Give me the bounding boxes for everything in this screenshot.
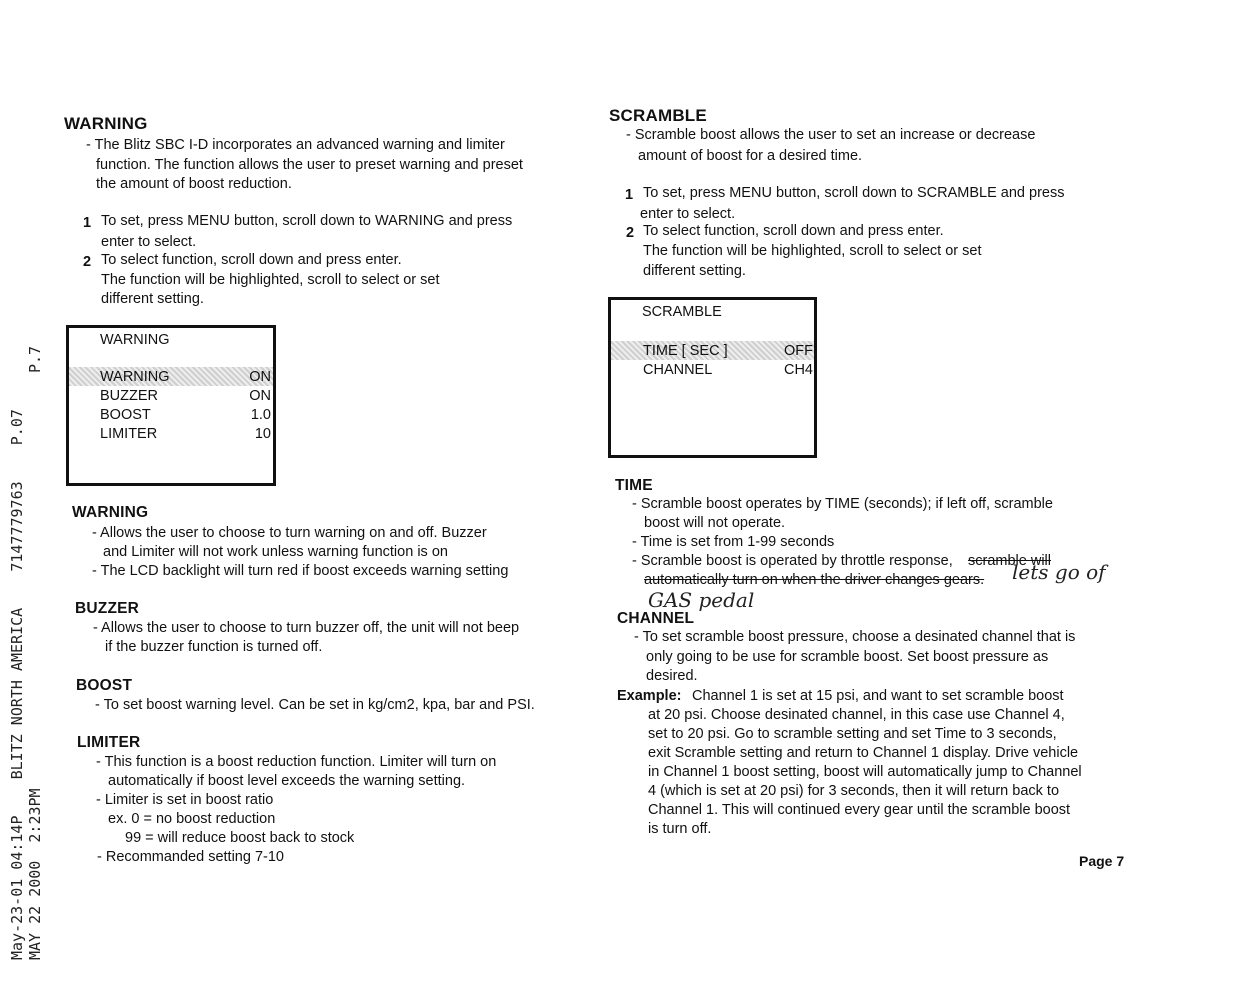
channel-heading: CHANNEL <box>617 610 695 627</box>
warning-intro-3: the amount of boost reduction. <box>96 176 292 192</box>
example-line-2: set to 20 psi. Go to scramble setting and set Time to 3 seconds, <box>648 726 1057 742</box>
lcd-row-label: BUZZER <box>100 388 158 404</box>
fax-header <box>8 346 44 960</box>
section-limiter-heading: LIMITER <box>77 734 141 751</box>
right-step-1-line-2: enter to select. <box>640 206 736 222</box>
section-limiter-line-6: - Recommanded setting 7-10 <box>97 849 284 865</box>
example-line-1: at 20 psi. Choose desinated channel, in this case use Channel 4, <box>648 707 1065 723</box>
scramble-lcd-title: SCRAMBLE <box>642 304 722 320</box>
lcd-row-label: BOOST <box>100 407 151 423</box>
channel-line-3: desired. <box>646 668 698 684</box>
section-warning-heading: WARNING <box>72 504 149 521</box>
scramble-intro-2: amount of boost for a desired time. <box>638 148 863 164</box>
left-step-2-num: 2 <box>83 254 92 270</box>
channel-line-2: only going to be use for scramble boost. Set boost pressure as <box>646 649 1049 665</box>
left-step-2-line-1: To select function, scroll down and press enter. <box>101 252 402 268</box>
scramble-heading: SCRAMBLE <box>609 106 707 125</box>
example-line-4: in Channel 1 boost setting, boost will automatically jump to Channel <box>648 764 1082 780</box>
time-line-4: - Scramble boost is operated by throttle response, <box>632 553 953 569</box>
page-number: Page 7 <box>1079 853 1125 869</box>
lcd-row-value: 10 <box>254 426 271 442</box>
section-limiter-line-4: ex. 0 = no boost reduction <box>108 811 276 827</box>
section-boost-heading: BOOST <box>76 677 133 694</box>
section-buzzer-line-2: if the buzzer function is turned off. <box>105 639 323 655</box>
warning-lcd-display <box>66 325 276 486</box>
section-warning-line-3: - The LCD backlight will turn red if boost exceeds warning setting <box>92 563 509 579</box>
right-step-1-num: 1 <box>625 187 634 203</box>
lcd-row-value: ON <box>249 369 271 385</box>
left-step-1-num: 1 <box>83 215 92 231</box>
warning-lcd-title: WARNING <box>100 332 170 348</box>
section-buzzer-heading: BUZZER <box>75 600 140 617</box>
time-line-3: - Time is set from 1-99 seconds <box>632 534 835 550</box>
fax-header-line-2: MAY 22 2000 2:23PM P.7 <box>26 345 44 960</box>
time-line-1: - Scramble boost operates by TIME (seconds); if left off, scramble <box>632 496 1053 512</box>
lcd-row-label: CHANNEL <box>643 362 713 378</box>
right-step-2-line-2: The function will be highlighted, scroll to select or set <box>643 243 982 259</box>
example-label: Example: <box>617 688 682 704</box>
warning-intro-2: function. The function allows the user to preset warning and preset <box>96 157 523 173</box>
right-step-2-num: 2 <box>626 225 635 241</box>
lcd-row-value: OFF <box>784 343 813 359</box>
warning-heading: WARNING <box>64 114 148 133</box>
time-struck-text-1: scramble will <box>968 553 1051 569</box>
lcd-row-label: TIME [ SEC ] <box>643 343 728 359</box>
section-warning-line-1: - Allows the user to choose to turn warning on and off. Buzzer <box>92 525 487 541</box>
lcd-row-label: WARNING <box>100 369 170 385</box>
left-step-1-line-2: enter to select. <box>101 234 197 250</box>
section-buzzer-line-1: - Allows the user to choose to turn buzzer off, the unit will not beep <box>93 620 520 636</box>
lcd-row-value: CH4 <box>783 362 813 378</box>
example-line-7: is turn off. <box>648 821 712 837</box>
time-struck-text-2: automatically turn on when the driver changes gears. <box>644 572 985 588</box>
right-step-2-line-3: different setting. <box>643 263 746 279</box>
section-warning-line-2: and Limiter will not work unless warning function is on <box>103 544 448 560</box>
section-limiter-line-3: - Limiter is set in boost ratio <box>96 792 274 808</box>
channel-line-1: - To set scramble boost pressure, choose a desinated channel that is <box>634 629 1076 645</box>
example-line-0: Channel 1 is set at 15 psi, and want to set scramble boost <box>692 688 1064 704</box>
example-line-6: Channel 1. This will continued every gear until the scramble boost <box>648 802 1071 818</box>
section-limiter-line-5: 99 = will reduce boost back to stock <box>125 830 355 846</box>
time-heading: TIME <box>615 477 653 494</box>
left-step-2-line-3: different setting. <box>101 291 204 307</box>
scramble-intro-1: - Scramble boost allows the user to set an increase or decrease <box>626 127 1036 143</box>
section-limiter-line-2: automatically if boost level exceeds the warning setting. <box>108 773 466 789</box>
left-step-2-line-2: The function will be highlighted, scroll to select or set <box>101 272 440 288</box>
example-line-3: exit Scramble setting and return to Channel 1 display. Drive vehicle <box>648 745 1079 761</box>
right-step-2-line-1: To select function, scroll down and press enter. <box>643 223 944 239</box>
time-line-2: boost will not operate. <box>644 515 786 531</box>
left-step-1-line-1: To set, press MENU button, scroll down to WARNING and press <box>101 213 513 229</box>
lcd-row-value: ON <box>249 388 271 404</box>
section-limiter-line-1: - This function is a boost reduction function. Limiter will turn on <box>96 754 497 770</box>
handwritten-note-2: GAS pedal <box>648 588 755 612</box>
section-boost-line-1: - To set boost warning level. Can be set in kg/cm2, kpa, bar and PSI. <box>95 697 535 713</box>
example-line-5: 4 (which is set at 20 psi) for 3 seconds, then it will return back to <box>648 783 1060 799</box>
lcd-row-label: LIMITER <box>100 426 158 442</box>
warning-intro-1: - The Blitz SBC I-D incorporates an advanced warning and limiter <box>86 137 505 153</box>
handwritten-note-1: lets go of <box>1012 560 1106 584</box>
fax-header-line-1: May-23-01 04:14P BLITZ NORTH AMERICA 7147779763 P.07 <box>8 409 26 960</box>
right-step-1-line-1: To set, press MENU button, scroll down to SCRAMBLE and press <box>643 185 1065 201</box>
scramble-lcd-display <box>608 297 817 458</box>
lcd-row-value: 1.0 <box>250 407 271 423</box>
